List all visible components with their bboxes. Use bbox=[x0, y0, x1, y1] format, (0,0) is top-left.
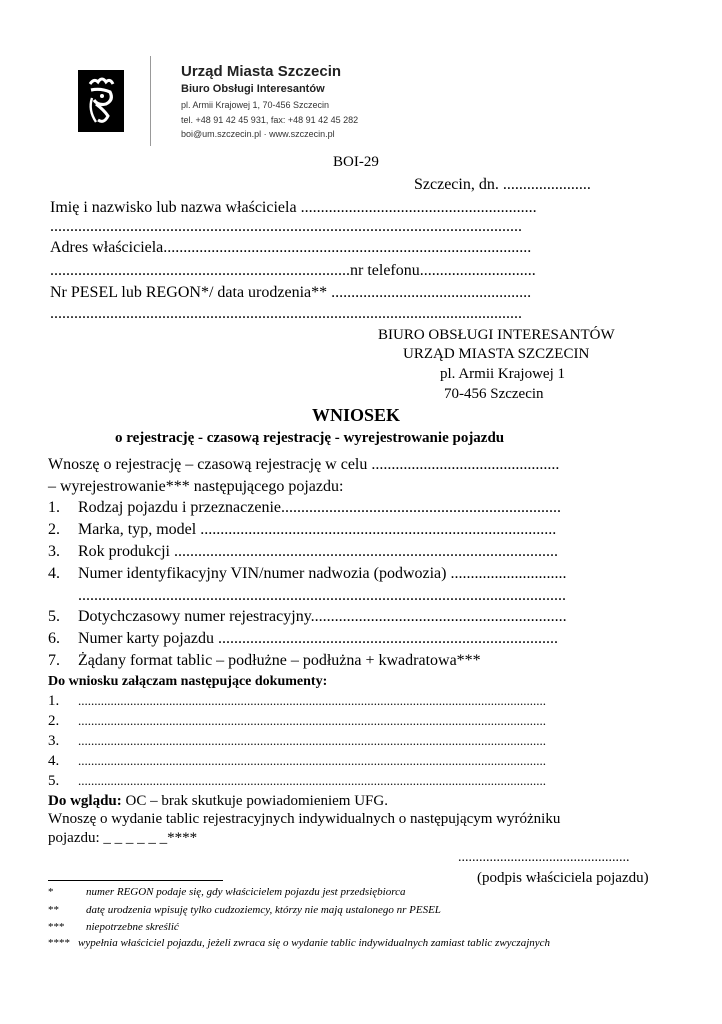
row-number: 1. bbox=[48, 499, 60, 516]
row-number: 3. bbox=[48, 733, 60, 749]
request-line2: – wyrejestrowanie*** następującego pojazdu: bbox=[48, 478, 344, 495]
footnote-text: datę urodzenia wpisuję tylko cudzoziemcy, którzy nie mają ustalonego nr PESEL bbox=[86, 904, 441, 916]
office-name: Biuro Obsługi Interesantów bbox=[181, 83, 325, 95]
footnote-mark: ** bbox=[48, 904, 59, 916]
office-address: pl. Armii Krajowej 1, 70-456 Szczecin bbox=[181, 100, 330, 110]
page-title: WNIOSEK bbox=[312, 405, 401, 425]
vehicle-detail-row[interactable] bbox=[48, 587, 566, 605]
footnote-item bbox=[48, 921, 179, 933]
office-email: boi@um.szczecin.pl · www.szczecin.pl bbox=[181, 129, 335, 139]
inspection-note bbox=[48, 793, 388, 810]
row-text: ................................................................................................................................................ bbox=[78, 713, 546, 728]
row-text: ................................................................................................................................................ bbox=[78, 733, 546, 748]
footnote-mark: *** bbox=[48, 921, 65, 933]
footnote-item bbox=[48, 937, 550, 949]
attachment-row[interactable] bbox=[48, 753, 546, 770]
recipient-line2: URZĄD MIASTA SZCZECIN bbox=[403, 346, 590, 362]
footnote-separator bbox=[48, 880, 223, 881]
row-number: 4. bbox=[48, 753, 60, 769]
footnote-text: niepotrzebne skreślić bbox=[86, 921, 179, 933]
city-logo bbox=[78, 70, 124, 132]
plates-line1: Wnoszę o wydanie tablic rejestracyjnych indywidualnych o następującym wyróżniku bbox=[48, 811, 561, 827]
row-number: 4. bbox=[48, 565, 60, 582]
owner-address-field[interactable]: Adres właściciela............................................................................................ bbox=[50, 239, 532, 256]
row-text: Numer identyfikacyjny VIN/numer nadwozia (podwozia) ............................. bbox=[78, 565, 567, 582]
row-text: ................................................................................................................................................ bbox=[78, 753, 546, 768]
attachment-row[interactable] bbox=[48, 713, 546, 730]
vehicle-detail-row[interactable] bbox=[48, 543, 558, 561]
owner-name-field[interactable]: Imię i nazwisko lub nazwa właściciela ........................................................... bbox=[50, 199, 537, 216]
footnote-mark: * bbox=[48, 886, 54, 898]
attachment-row[interactable] bbox=[48, 693, 546, 710]
inspection-label: Do wglądu: bbox=[48, 793, 122, 809]
row-number: 2. bbox=[48, 521, 60, 538]
attachment-row[interactable] bbox=[48, 733, 546, 750]
row-number: 1. bbox=[48, 693, 60, 709]
recipient-line4: 70-456 Szczecin bbox=[444, 386, 544, 402]
row-text: ................................................................................................................................................ bbox=[78, 693, 546, 708]
row-number: 6. bbox=[48, 630, 60, 647]
row-text: Rok produkcji ................................................................................................ bbox=[78, 543, 558, 560]
row-text: Żądany format tablic – podłużne – podłużna + kwadratowa*** bbox=[78, 652, 481, 669]
row-text: Rodzaj pojazdu i przeznaczenie...................................................................... bbox=[78, 499, 561, 516]
signature-label: (podpis właściciela pojazdu) bbox=[477, 870, 649, 886]
recipient-line1: BIURO OBSŁUGI INTERESANTÓW bbox=[378, 327, 615, 343]
footnote-item bbox=[48, 886, 405, 898]
row-text: Marka, typ, model ......................................................................................... bbox=[78, 521, 557, 538]
row-number: 3. bbox=[48, 543, 60, 560]
row-text: Dotychczasowy numer rejestracyjny................................................................ bbox=[78, 608, 567, 625]
request-line1[interactable]: Wnoszę o rejestrację – czasową rejestrację w celu ............................................... bbox=[48, 456, 560, 473]
pesel-field[interactable]: Nr PESEL lub REGON*/ data urodzenia** .................................................. bbox=[50, 284, 532, 301]
org-name: Urząd Miasta Szczecin bbox=[181, 63, 342, 80]
row-text: Numer karty pojazdu ..................................................................................... bbox=[78, 630, 558, 647]
row-number: 5. bbox=[48, 608, 60, 625]
page-subtitle: o rejestrację - czasową rejestrację - wyrejestrowanie pojazdu bbox=[115, 430, 505, 446]
attachments-heading: Do wniosku załączam następujące dokumenty: bbox=[48, 674, 328, 689]
date-field[interactable]: Szczecin, dn. ...................... bbox=[414, 176, 591, 193]
vehicle-detail-row[interactable] bbox=[48, 521, 556, 539]
row-number: 7. bbox=[48, 652, 60, 669]
row-number: 5. bbox=[48, 773, 60, 789]
form-code: BOI-29 bbox=[333, 154, 379, 170]
header-divider bbox=[150, 56, 151, 146]
owner-name-cont-field[interactable]: ...................................................................................................................... bbox=[50, 218, 522, 235]
footnote-text: numer REGON podaje się, gdy właścicielem pojazdu jest przedsiębiorca bbox=[86, 886, 406, 898]
row-text: .......................................................................................................................... bbox=[78, 587, 566, 604]
vehicle-detail-row[interactable] bbox=[48, 652, 481, 670]
pesel-cont-field[interactable]: ...................................................................................................................... bbox=[50, 305, 522, 322]
row-number: 2. bbox=[48, 713, 60, 729]
plates-line2[interactable]: pojazdu: _ _ _ _ _ _**** bbox=[48, 830, 198, 846]
footnote-text: wypełnia właściciel pojazdu, jeżeli zwraca się o wydanie tablic indywidualnych zamiast tablic zwyczajnych bbox=[78, 937, 551, 949]
row-text: ................................................................................................................................................ bbox=[78, 773, 546, 788]
vehicle-detail-row[interactable] bbox=[48, 565, 566, 583]
signature-field[interactable]: ................................................. bbox=[458, 850, 630, 865]
griffin-icon bbox=[78, 70, 124, 132]
vehicle-detail-row[interactable] bbox=[48, 608, 567, 626]
recipient-line3: pl. Armii Krajowej 1 bbox=[440, 366, 565, 382]
vehicle-detail-row[interactable] bbox=[48, 499, 561, 517]
footnote-item bbox=[48, 904, 441, 916]
footnote-mark: **** bbox=[48, 937, 70, 949]
address-phone-field[interactable]: ...........................................................................nr telefonu............................. bbox=[50, 262, 536, 279]
vehicle-detail-row[interactable] bbox=[48, 630, 558, 648]
office-phone: tel. +48 91 42 45 931, fax: +48 91 42 45 282 bbox=[181, 115, 359, 125]
inspection-text: OC – brak skutkuje powiadomieniem UFG. bbox=[121, 793, 388, 809]
attachment-row[interactable] bbox=[48, 773, 546, 790]
